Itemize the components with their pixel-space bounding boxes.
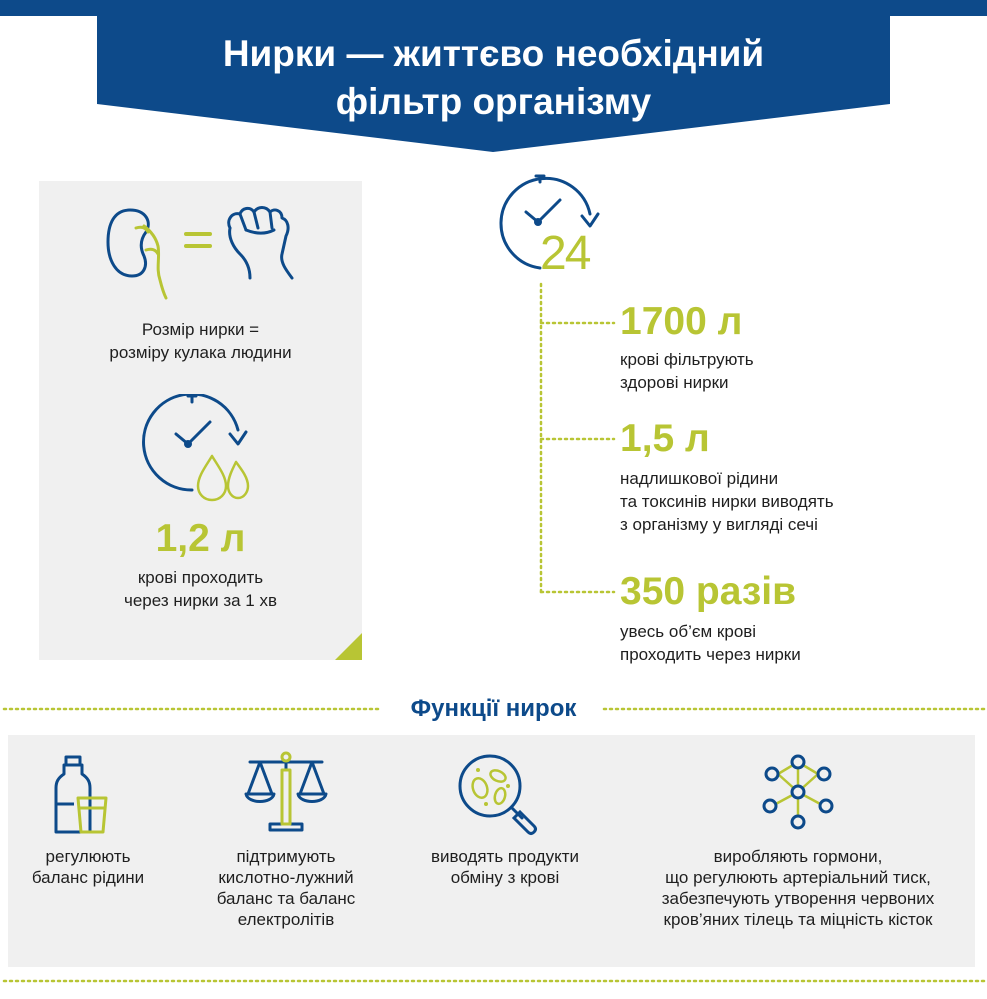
clock-drops-icon bbox=[136, 394, 256, 504]
function-acid-base-line4: електролітів bbox=[237, 910, 335, 929]
scales-icon bbox=[244, 750, 328, 834]
stat-excreted-line3: з організму у вигляді сечі bbox=[620, 515, 818, 534]
stat-filtered-caption bbox=[620, 348, 754, 394]
stat-cycles-line2: проходить через нирки bbox=[620, 645, 801, 664]
page-title-line2: фільтр організму bbox=[335, 81, 652, 122]
page-title-line1: Нирки — життєво необхідний bbox=[222, 33, 765, 74]
function-fluid-line1: регулюють bbox=[45, 847, 131, 866]
function-hormones-line4: кров’яних тілець та міцність кісток bbox=[663, 910, 933, 929]
kidney-size-caption bbox=[39, 318, 362, 364]
stat-excreted-line1: надлишкової рідини bbox=[620, 469, 779, 488]
kidney-equals-fist-graphic bbox=[100, 198, 300, 303]
function-fluid-caption bbox=[8, 846, 168, 888]
function-acid-base-line2: кислотно-лужний bbox=[218, 868, 354, 887]
function-acid-base-line3: баланс та баланс bbox=[216, 889, 356, 908]
title-banner bbox=[97, 0, 890, 152]
functions-title: Функції нирок bbox=[410, 695, 577, 722]
corner-triangle bbox=[335, 633, 362, 660]
kidney-size-line2: розміру кулака людини bbox=[109, 343, 292, 362]
stat-cycles-line1: увесь об’єм крові bbox=[620, 622, 757, 641]
flow-caption-line2: через нирки за 1 хв bbox=[123, 591, 278, 610]
function-hormones-line1: виробляють гормони, bbox=[713, 847, 883, 866]
stat-filtered-line1: крові фільтрують bbox=[620, 350, 754, 369]
function-fluid-line2: баланс рідини bbox=[31, 868, 145, 887]
flow-caption-line1: крові проходить bbox=[137, 568, 264, 587]
function-waste-line2: обміну з крові bbox=[450, 868, 560, 887]
equals-icon bbox=[186, 234, 210, 246]
fist-icon bbox=[229, 208, 292, 279]
stat-cycles-caption bbox=[620, 620, 801, 666]
timeline-connector bbox=[538, 282, 618, 602]
function-hormones-line3: забезпечують утворення червоних bbox=[661, 889, 935, 908]
function-hormones-caption bbox=[628, 846, 968, 930]
stat-excreted-line2: та токсинів нирки виводять bbox=[620, 492, 834, 511]
magnifier-icon bbox=[456, 752, 540, 836]
stat-filtered-value: 1700 л bbox=[620, 300, 743, 343]
kidney-icon bbox=[108, 210, 166, 298]
kidney-size-line1: Розмір нирки = bbox=[141, 320, 260, 339]
function-acid-base-caption bbox=[196, 846, 376, 930]
bottom-divider bbox=[0, 978, 987, 984]
page-title bbox=[97, 30, 890, 126]
function-hormones-line2: що регулюють артеріальний тиск, bbox=[665, 868, 931, 887]
flow-caption bbox=[39, 566, 362, 612]
function-acid-base-line1: підтримують bbox=[236, 847, 336, 866]
function-waste-line1: виводять продукти bbox=[430, 847, 579, 866]
hours-24-label: 24 bbox=[540, 227, 590, 280]
flow-value: 1,2 л bbox=[155, 517, 246, 560]
stat-filtered-line2: здорові нирки bbox=[620, 373, 729, 392]
stat-excreted-caption bbox=[620, 467, 834, 536]
bottle-glass-icon bbox=[52, 754, 112, 836]
stat-cycles-value: 350 разів bbox=[620, 570, 797, 613]
function-waste-caption bbox=[410, 846, 600, 888]
molecule-icon bbox=[758, 752, 838, 832]
stat-excreted-value: 1,5 л bbox=[620, 417, 710, 460]
